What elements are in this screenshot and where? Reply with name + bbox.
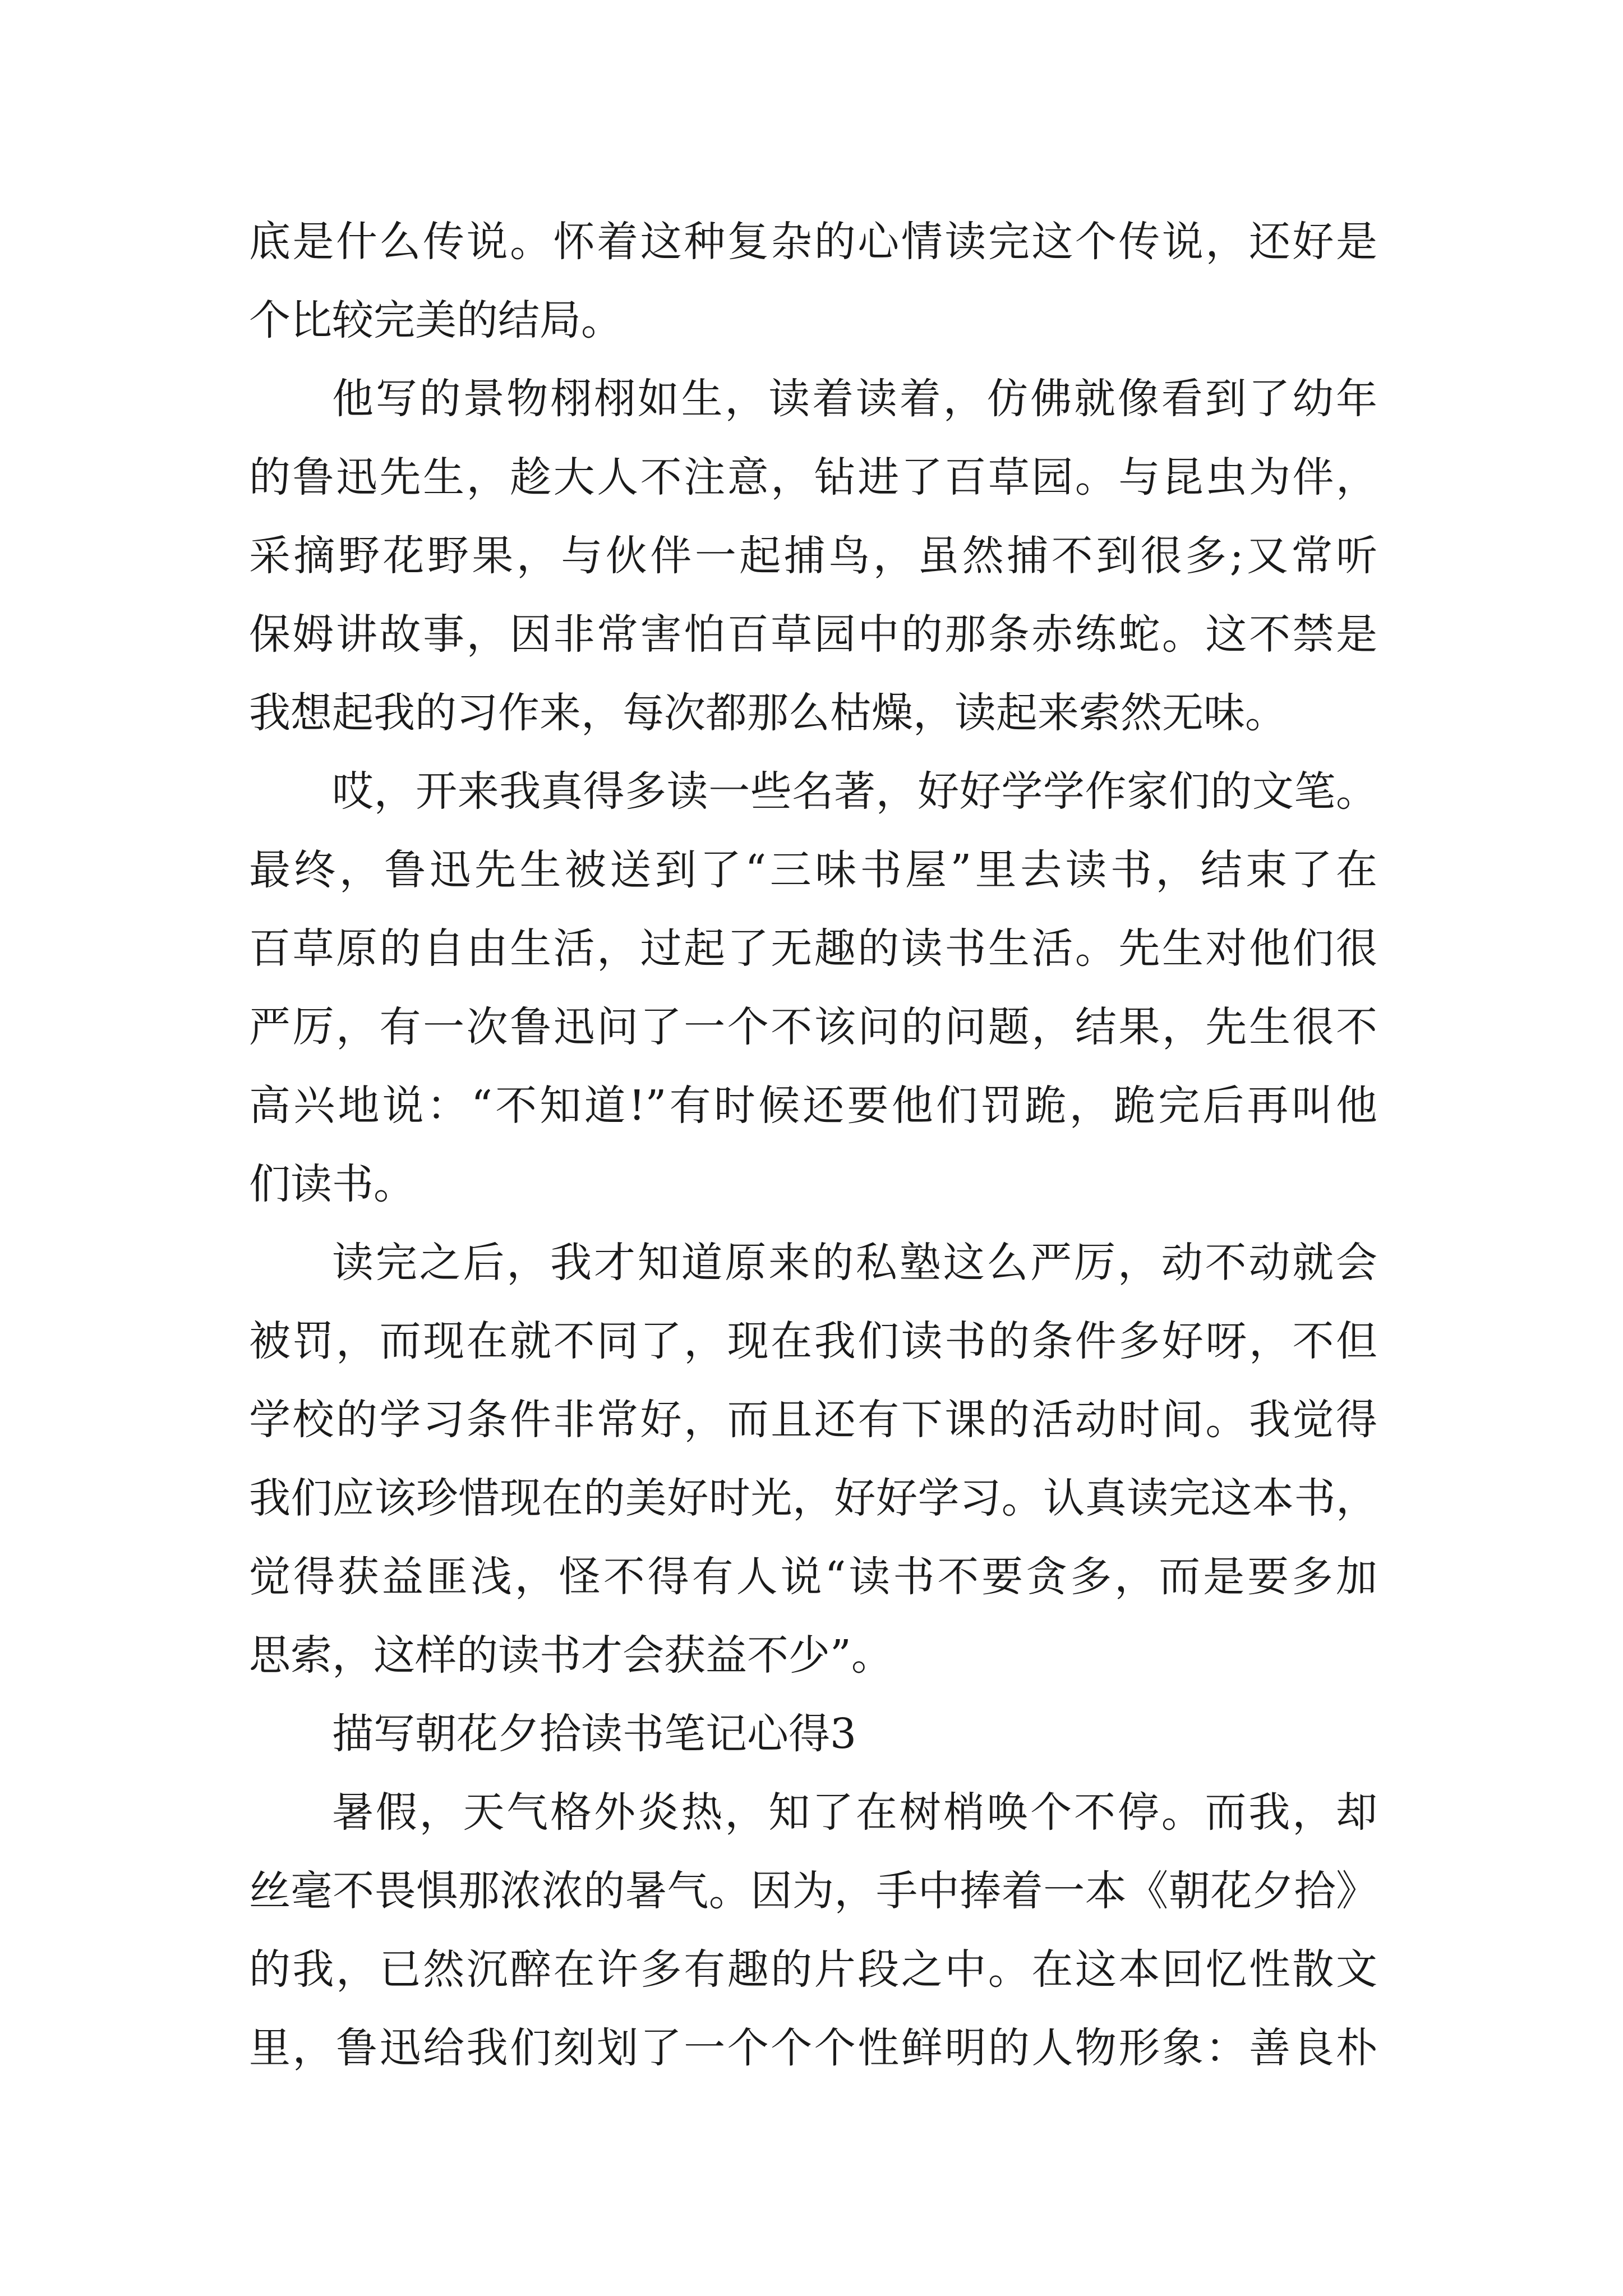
section-heading (249, 1695, 1377, 1773)
text-line: 们读书。 (249, 1160, 415, 1208)
paragraph (249, 752, 1377, 1223)
text-line: 个比较完美的结局。 (249, 296, 623, 344)
text-line: 丝毫不畏惧那浓浓的暑气。因为，手中捧着一本《朝花夕拾》 (249, 1867, 1377, 1915)
text-line: 里，鲁迅给我们刻划了一个个个性鲜明的人物形象：善良朴 (249, 2024, 1377, 2072)
text-line: 觉得获益匪浅，怪不得有人说“读书不要贪多，而是要多加 (249, 1553, 1377, 1601)
text-line: 学校的学习条件非常好，而且还有下课的活动时间。我觉得 (249, 1396, 1377, 1444)
document-body (249, 203, 1377, 2087)
text-line: 最终，鲁迅先生被送到了“三味书屋”里去读书，结束了在 (249, 846, 1377, 894)
text-line: 的鲁迅先生，趁大人不注意，钻进了百草园。与昆虫为伴， (249, 453, 1377, 501)
text-line: 高兴地说：“不知道!”有时候还要他们罚跪，跪完后再叫他 (249, 1082, 1377, 1130)
text-line: 描写朝花夕拾读书笔记心得3 (332, 1710, 857, 1758)
text-line: 思索，这样的读书才会获益不少”。 (249, 1631, 893, 1680)
text-line: 严厉，有一次鲁迅问了一个不该问的问题，结果，先生很不 (249, 1003, 1377, 1051)
paragraph (249, 360, 1377, 752)
text-line: 被罚，而现在就不同了，现在我们读书的条件多好呀，不但 (249, 1317, 1377, 1365)
text-line: 百草原的自由生活，过起了无趣的读书生活。先生对他们很 (249, 924, 1377, 973)
text-line: 我想起我的习作来，每次都那么枯燥，读起来索然无味。 (249, 689, 1287, 737)
text-line: 采摘野花野果，与伙伴一起捕鸟，虽然捕不到很多;又常听 (249, 532, 1377, 580)
text-line: 的我，已然沉醉在许多有趣的片段之中。在这本回忆性散文 (249, 1945, 1377, 1994)
paragraph (249, 203, 1377, 360)
paragraph (249, 1223, 1377, 1695)
text-line: 保姆讲故事，因非常害怕百草园中的那条赤练蛇。这不禁是 (249, 610, 1377, 659)
text-line: 我们应该珍惜现在的美好时光，好好学习。认真读完这本书， (249, 1474, 1377, 1522)
text-line: 哎，开来我真得多读一些名著，好好学学作家们的文笔。 (332, 767, 1377, 816)
text-line: 读完之后，我才知道原来的私塾这么严厉，动不动就会 (332, 1239, 1377, 1287)
text-line: 暑假，天气格外炎热，知了在树梢唤个不停。而我，却 (332, 1788, 1377, 1837)
text-line: 底是什么传说。怀着这种复杂的心情读完这个传说，还好是 (249, 218, 1377, 266)
text-line: 他写的景物栩栩如生，读着读着，仿佛就像看到了幼年 (332, 375, 1377, 423)
paragraph (249, 1773, 1377, 2087)
